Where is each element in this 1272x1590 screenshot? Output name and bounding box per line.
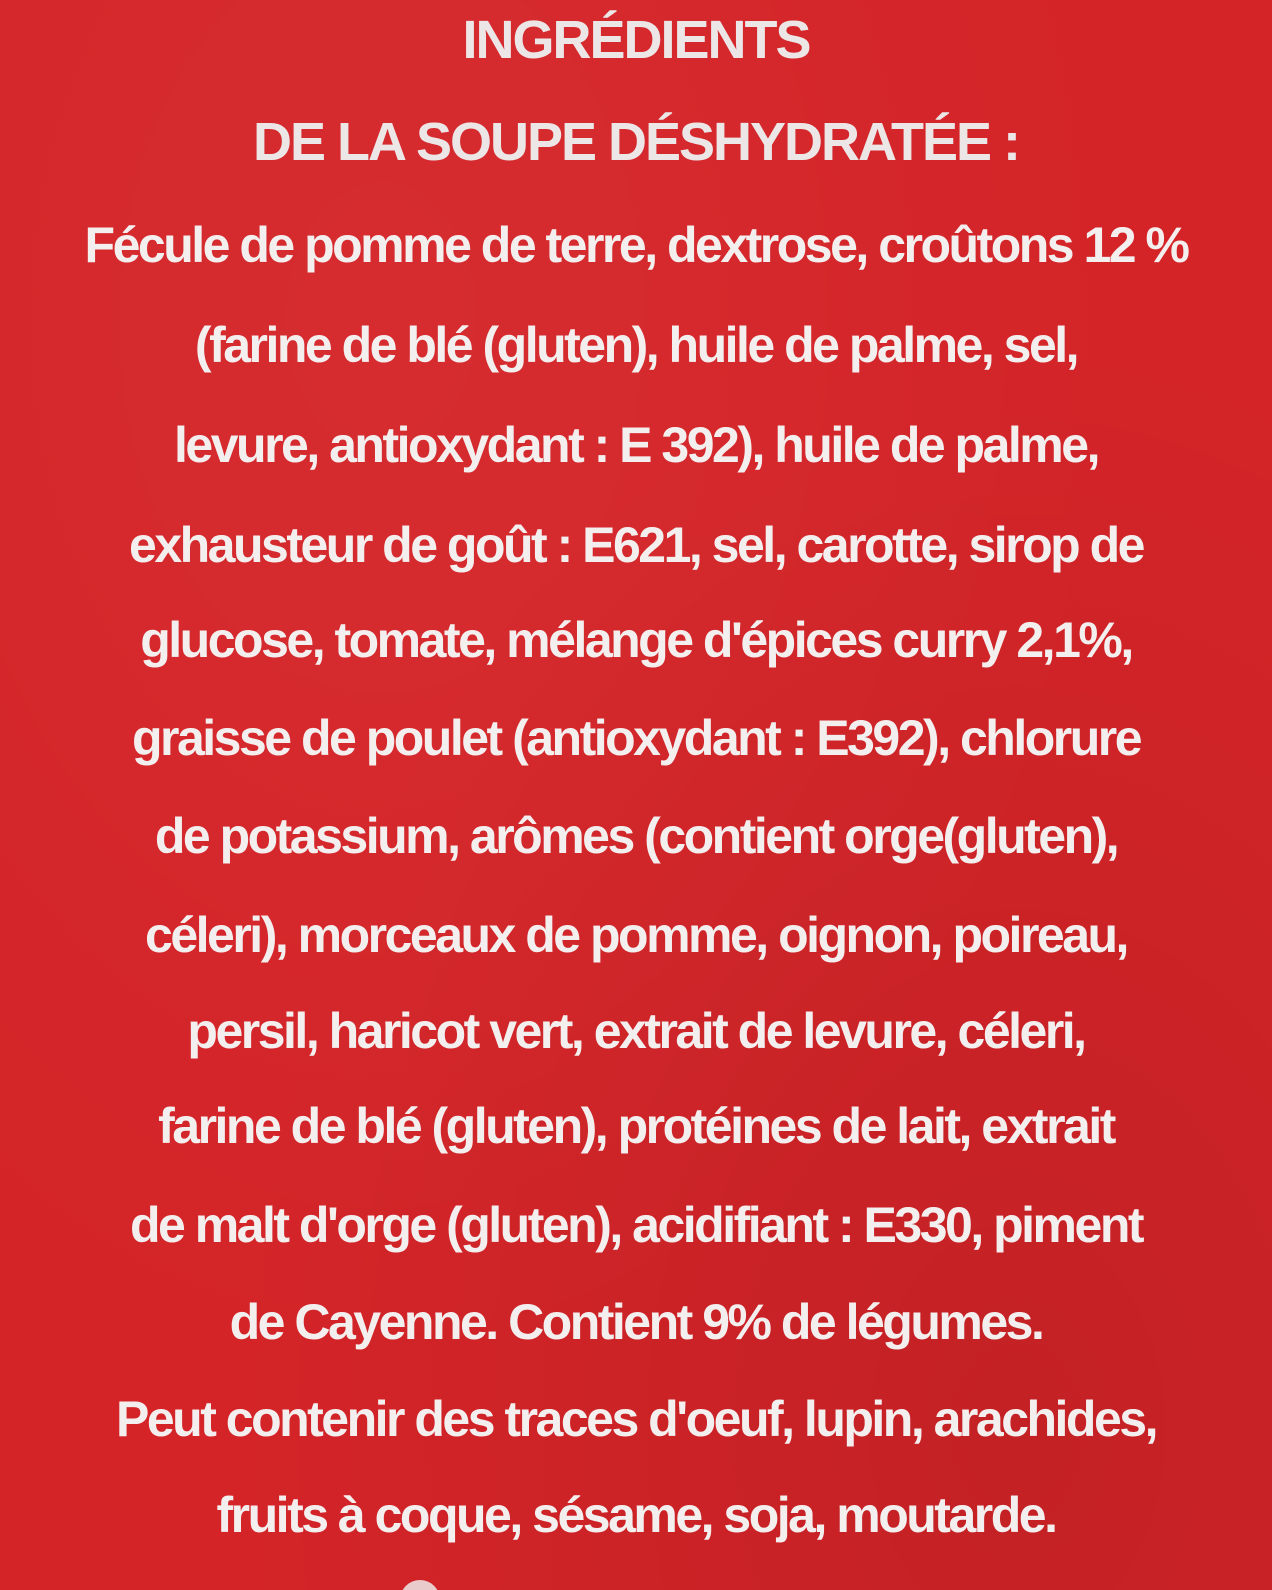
ingredient-line: (farine de blé (gluten), huile de palme, sel, xyxy=(194,317,1078,373)
ingredient-line: graisse de poulet (antioxydant : E392), chlorure xyxy=(131,710,1141,766)
heading-dehydrated-soup: DE LA SOUPE DÉSHYDRATÉE : xyxy=(252,112,1020,172)
cropped-glyph xyxy=(400,1580,440,1590)
ingredient-line: persil, haricot vert, extrait de levure, céleri, xyxy=(187,1003,1085,1059)
heading-ingredients: INGRÉDIENTS xyxy=(462,10,810,70)
ingredient-line: farine de blé (gluten), protéines de lait, extrait xyxy=(158,1098,1114,1154)
ingredient-line: fruits à coque, sésame, soja, moutarde. xyxy=(216,1487,1056,1543)
ingredient-line: levure, antioxydant : E 392), huile de palme, xyxy=(174,417,1098,473)
ingredient-line: de malt d'orge (gluten), acidifiant : E330, piment xyxy=(129,1197,1143,1253)
cropped-text-fragment xyxy=(0,1570,1272,1590)
ingredient-line: de potassium, arômes (contient orge(gluten), xyxy=(154,808,1118,864)
ingredient-line: glucose, tomate, mélange d'épices curry 2,1%, xyxy=(140,612,1132,668)
ingredient-line: Peut contenir des traces d'oeuf, lupin, arachides, xyxy=(116,1391,1156,1447)
ingredient-line: céleri), morceaux de pomme, oignon, poireau, xyxy=(145,907,1127,963)
ingredient-line: Fécule de pomme de terre, dextrose, croûtons 12 % xyxy=(84,217,1188,273)
ingredient-line: exhausteur de goût : E621, sel, carotte, sirop de xyxy=(129,517,1143,573)
ingredient-line: de Cayenne. Contient 9% de légumes. xyxy=(229,1294,1043,1350)
